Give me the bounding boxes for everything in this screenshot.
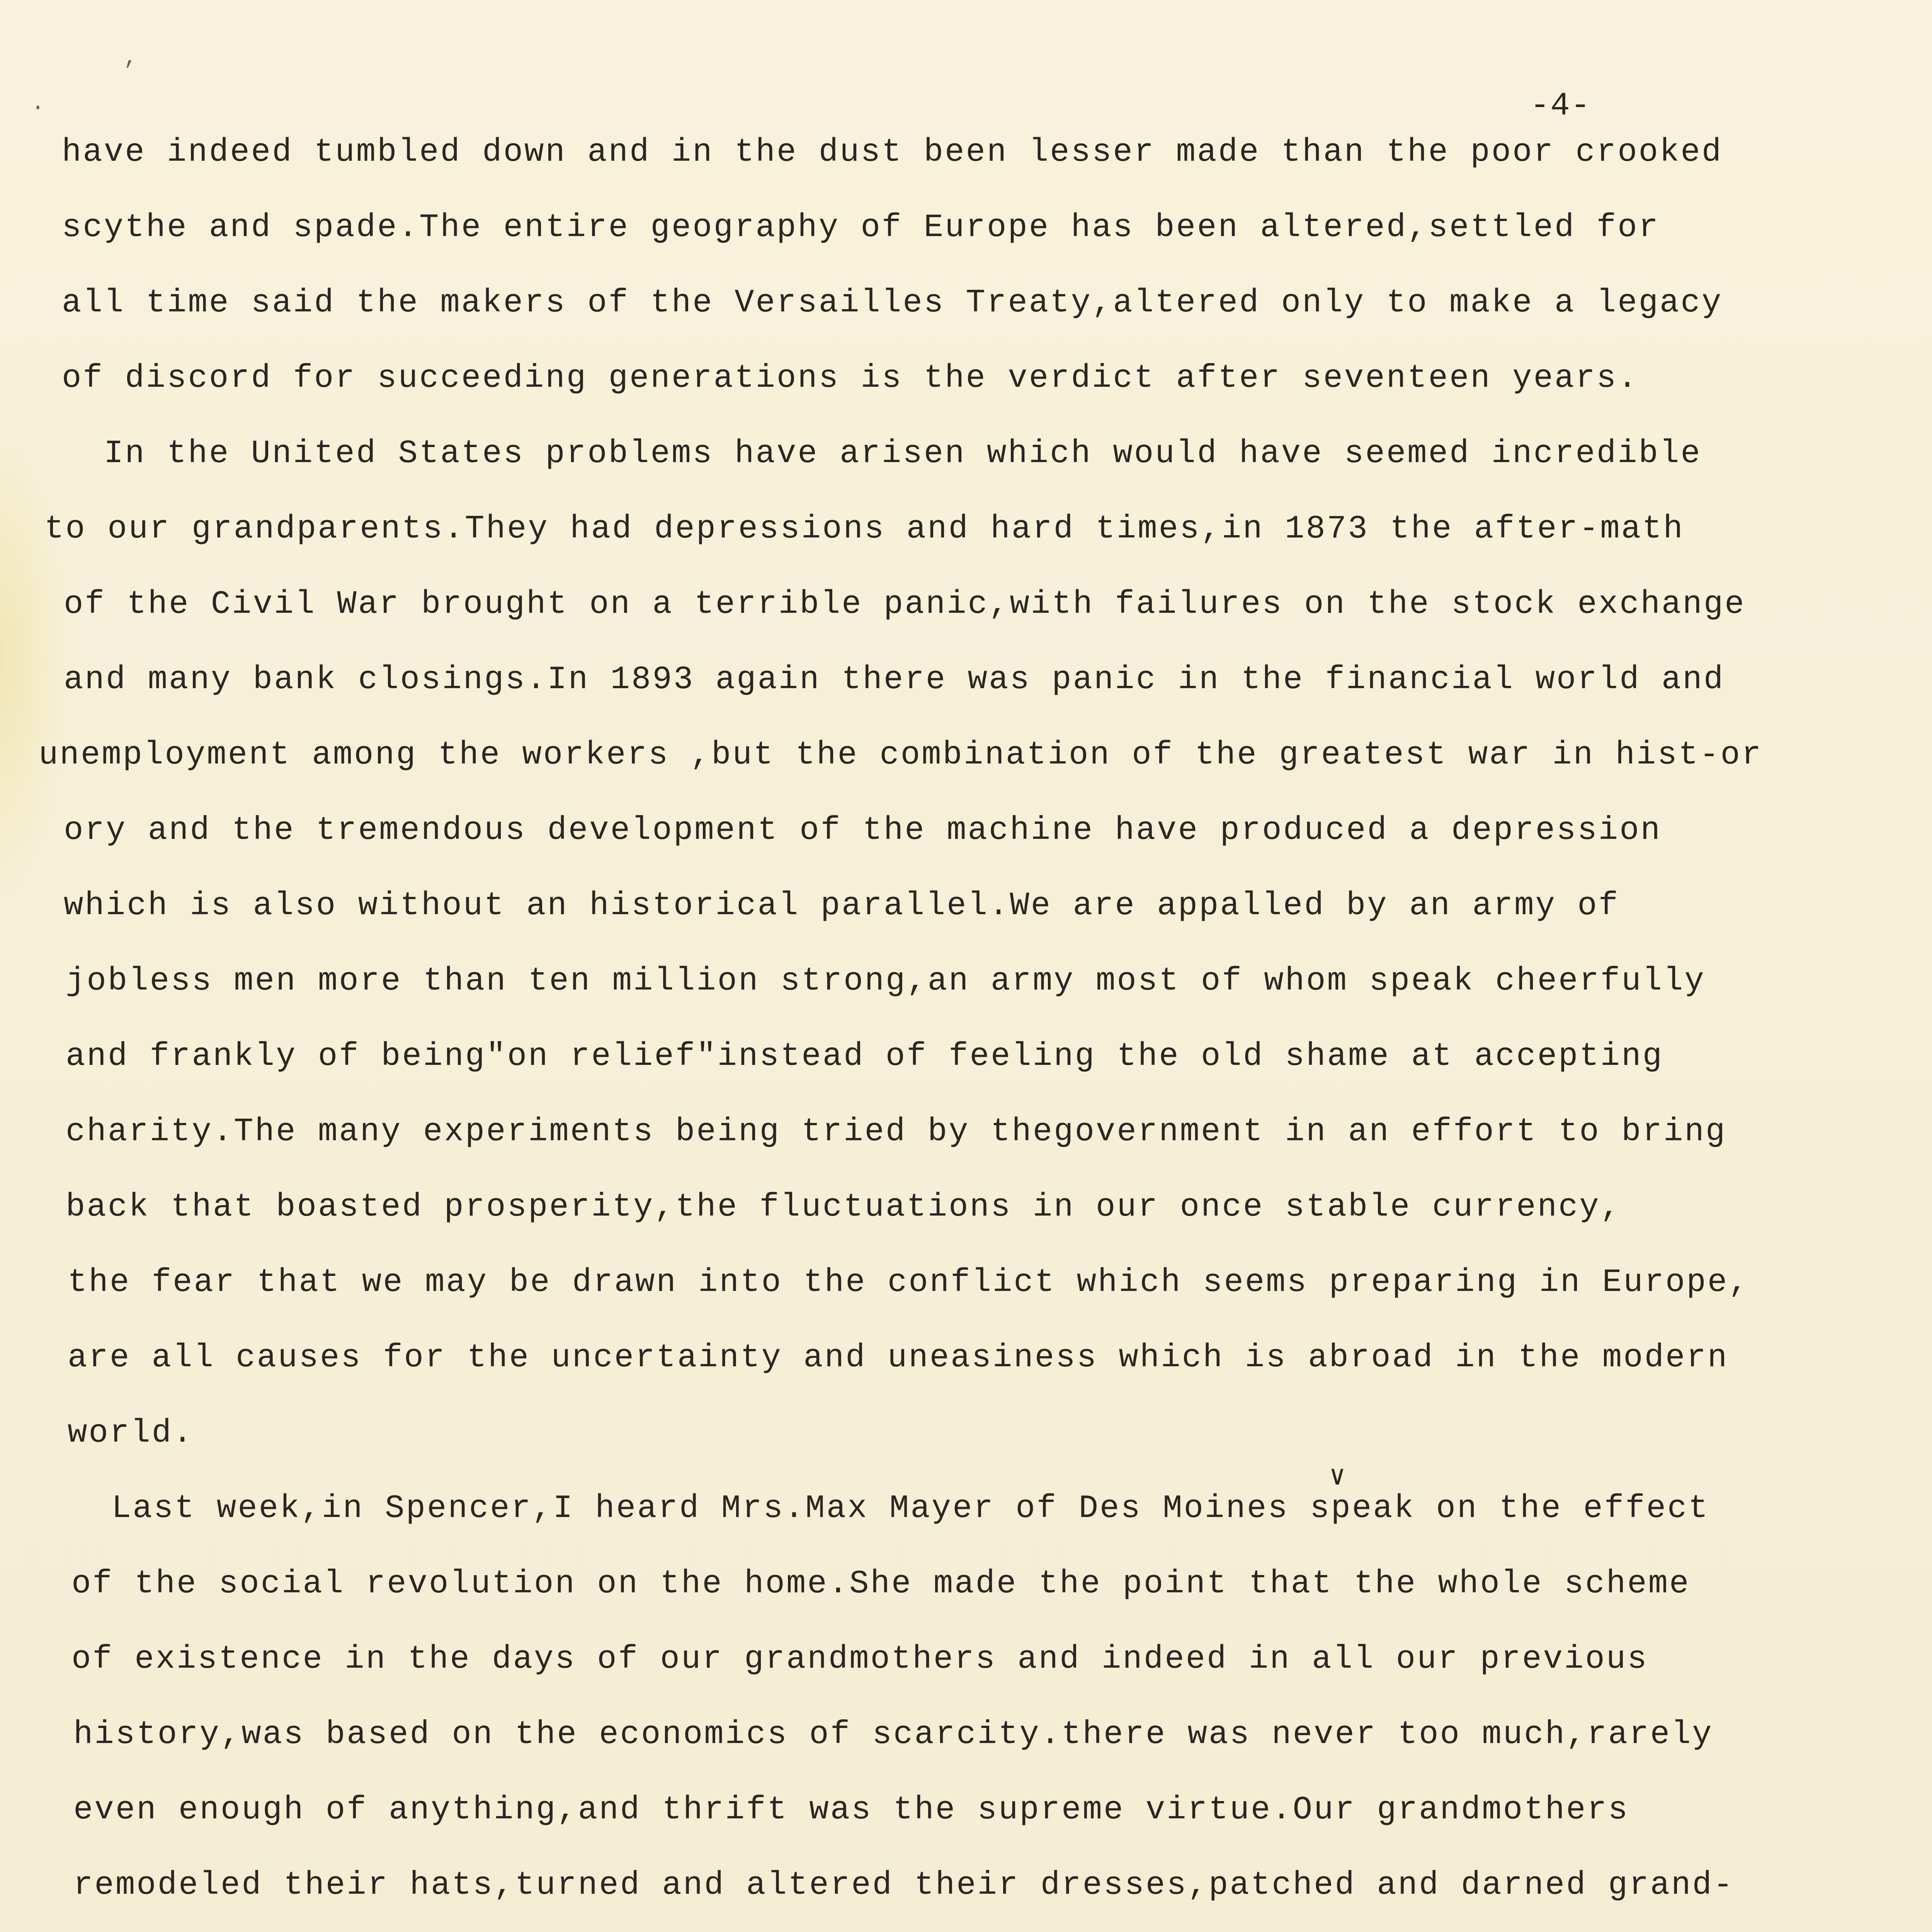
stray-pencil-mark: , <box>124 45 138 71</box>
text-line: world. <box>68 1415 194 1452</box>
text-line: have indeed tumbled down and in the dust been lesser made than the poor crooked <box>62 134 1723 171</box>
text-line: which is also without an historical parallel.We are appalled by an army of <box>64 888 1620 924</box>
text-line: of the social revolution on the home.She made the point that the whole scheme <box>71 1566 1690 1602</box>
text-line: the fear that we may be drawn into the conflict which seems preparing in Europe, <box>68 1264 1750 1301</box>
text-line: all time said the makers of the Versailles Treaty,altered only to make a legacy <box>62 285 1723 321</box>
text-line: unemployment among the workers ,but the combination of the greatest war in hist-or <box>39 737 1763 774</box>
text-line: ory and the tremendous development of the machine have produced a depression <box>64 812 1662 849</box>
handwritten-breve-mark: ∨ <box>1329 1463 1346 1493</box>
text-line: back that boasted prosperity,the fluctuations in our once stable currency, <box>66 1189 1622 1226</box>
text-line: remodeled their hats,turned and altered their dresses,patched and darned grand- <box>73 1867 1735 1904</box>
text-line: even enough of anything,and thrift was the supreme virtue.Our grandmothers <box>73 1792 1629 1828</box>
text-line: of discord for succeeding generations is the verdict after seventeen years. <box>62 360 1639 397</box>
text-line: scythe and spade.The entire geography of Europe has been altered,settled for <box>62 209 1660 246</box>
text-line: history,was based on the economics of scarcity.there was never too much,rarely <box>73 1716 1713 1753</box>
stray-dot-mark: · <box>31 95 45 121</box>
text-line: charity.The many experiments being tried by thegovernment in an effort to bring <box>66 1114 1727 1150</box>
text-line: In the United States problems have arisen which would have seemed incredible <box>62 435 1702 472</box>
text-line: of the Civil War brought on a terrible panic,with failures on the stock exchange <box>64 586 1746 623</box>
page-number: -4- <box>1530 88 1591 124</box>
text-line: to our grandparents.They had depressions and hard times,in 1873 the after-math <box>44 511 1684 548</box>
text-line: jobless men more than ten million strong,an army most of whom speak cheerfully <box>66 963 1706 1000</box>
text-line: are all causes for the uncertainty and uneasiness which is abroad in the modern <box>68 1340 1729 1376</box>
text-line: and frankly of being"on relief"instead of feeling the old shame at accepting <box>66 1038 1664 1075</box>
text-line: of existence in the days of our grandmothers and indeed in all our previous <box>71 1641 1648 1678</box>
text-line: and many bank closings.In 1893 again there was panic in the financial world and <box>64 662 1725 698</box>
text-line: Last week,in Spencer,I heard Mrs.Max Mayer of Des Moines speak on the effect <box>70 1490 1709 1527</box>
